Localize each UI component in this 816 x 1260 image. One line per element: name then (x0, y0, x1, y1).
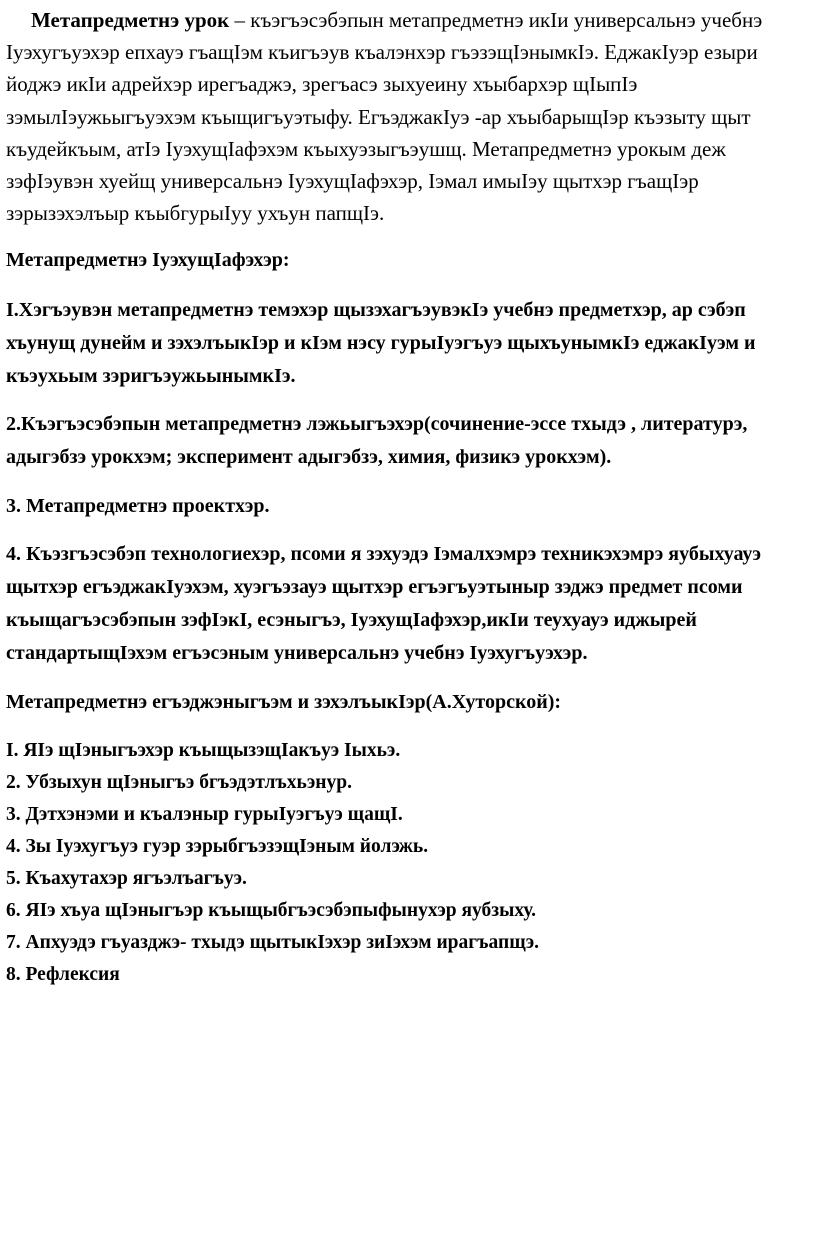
structure-list (6, 735, 810, 991)
section-heading-activities: Метапредметнэ IуэхущIафэхэр: (6, 249, 290, 272)
list-item: 7. Апхуэдэ гъуазджэ- тхыдэ щытыкIэхэр зиIэхэм ирагъапщэ. (6, 932, 539, 954)
intro-paragraph (6, 4, 810, 229)
activity-point-3: 3. Метапредметнэ проектхэр. (6, 495, 270, 518)
activity-point-4: 4. Къэзгъэсэбэп технологиехэр, псоми я зэхуэдэ Iэмалхэмрэ техникэхэмрэ яубыхуауэ щытхэр егъэджакIуэхэм, хуэгъэзауэ щытхэр егъэгъуэтыныр зэджэ предмет псоми къыщагъэсэбэпын зэфIэкI, есэныгъэ, IуэхущIафэхэр,икIи теухуауэ иджырей стандартыщIэхэм егъэсэным универсальнэ учебнэ Iуэхугъуэхэр. (6, 543, 762, 665)
list-item: 3. Дэтхэнэми и къалэныр гурыIуэгъуэ щащI. (6, 804, 403, 826)
list-item: 5. Къахутахэр ягъэлъагъуэ. (6, 868, 247, 890)
activity-point-1: I.Хэгъэувэн метапредметнэ темэхэр щызэхагъэувэкIэ учебнэ предметхэр, ар сэбэп хъунущ дунейм и зэхэлъыкIэр и кIэм нэсу гурыIуэгъуэ щыхъунымкIэ еджакIуэм и къэухьым зэригъэужьынымкIэ. (6, 299, 756, 388)
list-item: 2. Убзыхун щIэныгъэ бгъэдэтлъхьэнур. (6, 772, 352, 794)
list-item: 8. Рефлексия (6, 964, 120, 986)
activity-point-2: 2.Къэгъэсэбэпын метапредметнэ лэжьыгъэхэр(сочинение-эссе тхыдэ , литературэ, адыгэбзэ урокхэм; эксперимент адыгэбзэ, химия, физикэ урокхэм). (6, 413, 748, 469)
intro-term: Метапредметнэ урок (31, 8, 230, 32)
intro-text: – къэгъэсэбэпын метапредметнэ икIи универсальнэ учебнэ Iуэхугъуэхэр епхауэ гъащIэм къигъэув къалэнхэр гъэзэщIэнымкIэ. ЕджакIуэр езыри йоджэ икIи адрейхэр ирегъаджэ, зрегъасэ зыхуеину хъыбархэр щIыпIэ зэмылIэужьыгъуэхэм къыщигъуэтыфу. ЕгъэджакIуэ -ар хъыбарыщIэр къэзыту щыт къудейкъым, атIэ IуэхущIафэхэм къыхуэзыгъэушщ. Метапредметнэ урокым деж зэфIэувэн хуейщ универсальнэ IуэхущIафэхэр, Iэмал имыIэу щытхэр гъащIэр зэрызэхэлъыр къыбгурыIуу ухъун папщIэ. (6, 8, 763, 226)
list-item: 6. ЯIэ хъуа щIэныгъэр къыщыбгъэсэбэпыфынухэр яубзыху. (6, 900, 537, 922)
list-item: 4. Зы Iуэхугъуэ гуэр зэрыбгъэзэщIэным йолэжь. (6, 836, 429, 858)
section-heading-structure: Метапредметнэ егъэджэныгъэм и зэхэлъыкIэр(А.Хуторской): (6, 691, 562, 714)
list-item: I. ЯIэ щIэныгъэхэр къыщызэщIакъуэ Iыхьэ. (6, 740, 401, 762)
